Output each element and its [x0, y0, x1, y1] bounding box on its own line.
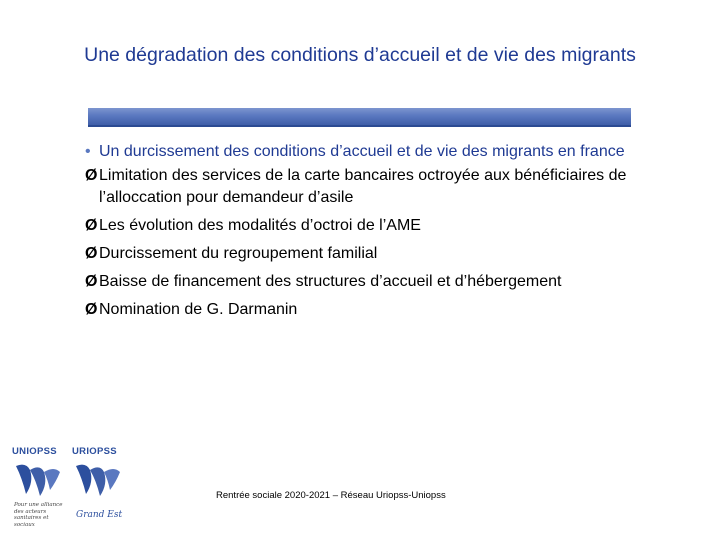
- sub-bullet: [85, 299, 685, 321]
- sub-bullet: [85, 243, 685, 265]
- sub-bullet-text: Limitation des services de la carte bancaires octroyée aux bénéficiaires de l’alloccation pour demandeur d’asile: [99, 167, 627, 206]
- bullet-dot-icon: •: [85, 143, 91, 160]
- sub-bullet: [85, 165, 685, 209]
- sub-bullet: [85, 215, 685, 237]
- arrow-bullet-icon: Ø: [85, 245, 98, 262]
- arrow-bullet-icon: Ø: [85, 167, 98, 184]
- logos: [12, 446, 132, 532]
- arrow-bullet-icon: Ø: [85, 301, 98, 318]
- arrow-bullet-icon: Ø: [85, 273, 98, 290]
- uniopss-logo: [12, 446, 68, 532]
- sub-bullet-text: Durcissement du regroupement familial: [99, 245, 378, 262]
- uniopss-emblem-icon: [12, 460, 66, 500]
- sub-bullet-text: Baisse de financement des structures d’accueil et d’hébergement: [99, 273, 562, 290]
- uriopss-emblem-icon: [72, 460, 126, 500]
- sub-bullet-text: Les évolution des modalités d’octroi de l’AME: [99, 217, 421, 234]
- sub-bullet: [85, 271, 685, 293]
- uriopss-brand: URIOPSS: [72, 446, 117, 457]
- uniopss-brand: UNIOPSS: [12, 446, 57, 457]
- slide-content: [85, 141, 685, 327]
- title-underline-bar: [88, 108, 631, 127]
- uriopss-logo: [72, 446, 128, 532]
- sub-bullet-text: Nomination de G. Darmanin: [99, 301, 298, 318]
- arrow-bullet-icon: Ø: [85, 217, 98, 234]
- slide-title: Une dégradation des conditions d’accueil et de vie des migrants: [84, 44, 636, 66]
- main-bullet: [85, 141, 685, 163]
- footer-text: Rentrée sociale 2020-2021 – Réseau Uriopss-Uniopss: [216, 490, 446, 501]
- uniopss-tagline: Pour une alliance des acteurs sanitaires et sociaux: [14, 502, 63, 528]
- main-bullet-text: Un durcissement des conditions d’accueil et de vie des migrants en france: [99, 143, 625, 160]
- uriopss-region: Grand Est: [76, 510, 123, 520]
